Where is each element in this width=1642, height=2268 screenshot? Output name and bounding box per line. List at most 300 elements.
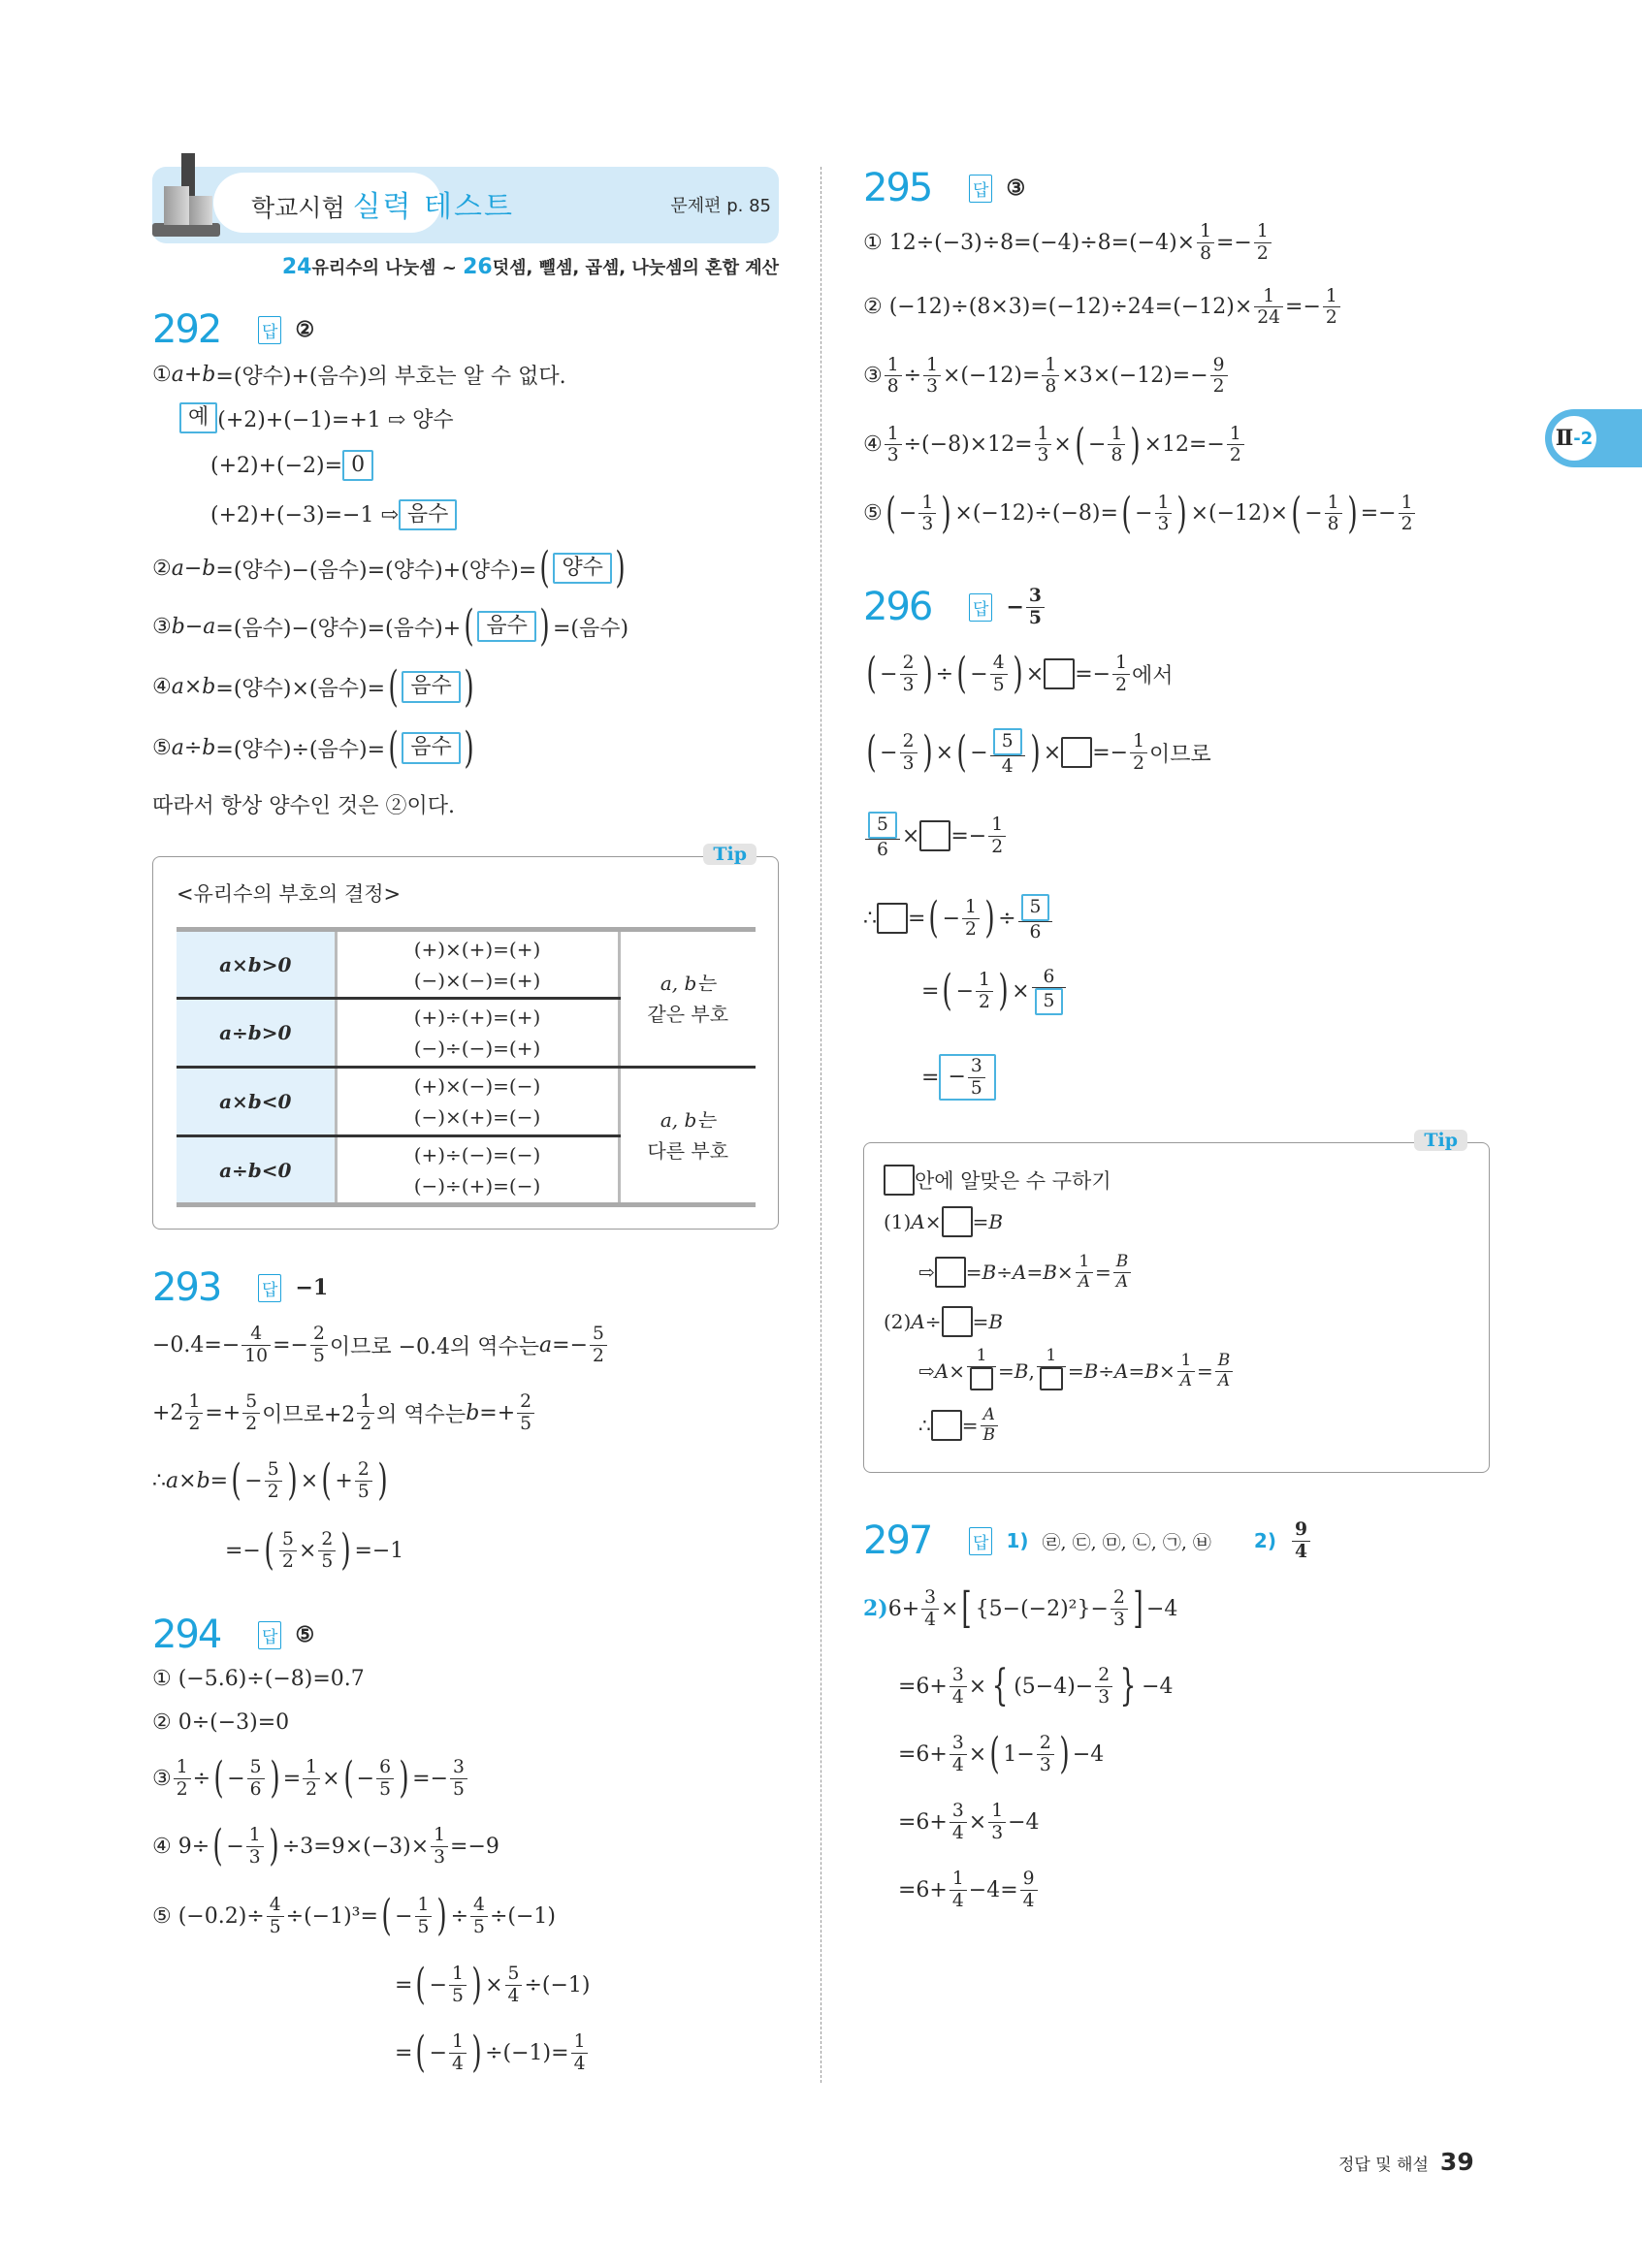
math-text: ×12=−: [1143, 432, 1225, 457]
math-text: 2: [1133, 752, 1144, 774]
variable: B: [1144, 1359, 1159, 1383]
denominator: [415, 1917, 433, 1938]
numerator: [1032, 967, 1067, 989]
denominator: [1095, 1687, 1112, 1709]
denominator: [355, 1482, 372, 1503]
math-text: −0.4=−: [152, 1332, 241, 1358]
answer-box: [402, 671, 461, 703]
rule-cell: [336, 1136, 619, 1205]
math-text: 5: [1001, 730, 1014, 751]
math-text: 1: [1263, 285, 1275, 306]
denominator: [449, 1986, 467, 2007]
big-bracket: (: [1075, 419, 1085, 469]
math-text: 5: [1043, 991, 1055, 1012]
tip-line: [884, 1201, 1235, 1242]
numerator: [505, 1964, 523, 1986]
fraction: [1020, 1869, 1038, 1911]
math-text: 5: [452, 1985, 464, 2006]
answer-badge: 답: [969, 175, 992, 203]
math-text: 5: [1029, 896, 1042, 917]
denominator: [1042, 376, 1059, 398]
math-text: ② 0÷(−3)=0: [152, 1709, 290, 1735]
math-text: −: [395, 1903, 413, 1929]
denominator: [918, 514, 936, 535]
math-text: =: [282, 1766, 302, 1791]
solution-line: [152, 441, 783, 490]
numerator: [470, 1895, 488, 1917]
math-text: −: [955, 978, 975, 1004]
math-text: −4: [1072, 1741, 1105, 1767]
math-text: ÷(−8)×12=: [903, 432, 1033, 457]
numerator: [921, 1587, 939, 1610]
math-text: −: [898, 501, 918, 526]
answer-value: −1: [295, 1275, 329, 1300]
numerator: [449, 1964, 467, 1986]
math-text: =+: [205, 1400, 241, 1425]
banner-title-prefix: 학교시험: [251, 194, 353, 222]
math-text: 3: [1157, 514, 1170, 534]
math-text: 에서: [1131, 663, 1174, 688]
math-text: −: [184, 614, 204, 639]
answer-box: [1021, 894, 1050, 921]
denominator: [1254, 243, 1272, 265]
fraction: [267, 1895, 284, 1937]
math-text: 1: [991, 815, 1004, 835]
condition-cell: a×b<0: [177, 1068, 336, 1136]
math-text: 2: [245, 1413, 258, 1434]
math-text: 3: [886, 445, 899, 465]
math-text: 4: [269, 1895, 281, 1915]
tip-label: Tip: [1414, 1130, 1467, 1151]
numerator: [1227, 424, 1244, 446]
denominator: [247, 1779, 265, 1801]
math-text: 6+: [887, 1596, 920, 1621]
fraction: [505, 1964, 523, 2006]
numerator: [267, 1895, 284, 1917]
note-cell: [619, 930, 756, 1068]
solution-line: [152, 1312, 783, 1378]
denominator: [1111, 1610, 1128, 1631]
math-text: ÷(−1)³=: [285, 1903, 378, 1929]
math-text: ×: [968, 1674, 987, 1699]
math-text: =: [1067, 1359, 1084, 1383]
math-text: 1: [976, 1345, 987, 1365]
math-text: 2: [1039, 1733, 1051, 1753]
math-text: ,: [1028, 1359, 1035, 1383]
math-text: 4: [1294, 1540, 1307, 1562]
solution-line: [863, 1788, 1494, 1856]
answer-badge: 답: [258, 1274, 281, 1302]
numerator: [1155, 493, 1173, 515]
numerator: [885, 355, 902, 377]
math-text: ×: [1043, 740, 1062, 765]
note: a, b는: [660, 1108, 716, 1132]
numerator: [865, 812, 900, 840]
solution-line: [863, 631, 1494, 717]
solution-line: [152, 1950, 783, 2020]
variable: a: [539, 1332, 553, 1358]
math-text: +: [183, 362, 203, 387]
problem-number: 294: [152, 1613, 221, 1657]
math-text: =−: [412, 1766, 449, 1791]
fraction: [988, 1801, 1006, 1843]
big-bracket: ): [287, 1455, 298, 1505]
blank-box: [1040, 1367, 1063, 1390]
big-bracket: ): [921, 649, 933, 698]
denominator: [885, 445, 902, 466]
math-text: ÷: [935, 661, 954, 687]
numerator: [1020, 1869, 1038, 1891]
fraction: [1254, 221, 1272, 264]
math-text: 4: [250, 1324, 263, 1344]
math-text: −: [356, 1766, 375, 1791]
solution-line: [152, 1882, 783, 1950]
math-text: 4: [452, 2053, 464, 2074]
fraction: [885, 355, 902, 398]
math-text: ④: [152, 675, 172, 699]
fraction: [921, 1587, 939, 1630]
math-text: 3: [924, 1587, 937, 1608]
fraction: [242, 1391, 260, 1434]
big-bracket: ): [539, 601, 550, 651]
tip-line: [884, 1242, 1235, 1302]
big-bracket: ): [921, 727, 933, 777]
denominator: [900, 675, 918, 696]
denominator: [303, 1779, 320, 1801]
variable: b: [202, 556, 216, 581]
denominator: [1177, 1372, 1195, 1391]
fraction: [303, 1757, 320, 1800]
note: 같은 부호: [647, 1003, 729, 1026]
math-text: 2: [282, 1550, 294, 1572]
math-text: −: [227, 1766, 245, 1791]
rule: (+)÷(+)=(+): [413, 1006, 541, 1029]
variable: b: [196, 1468, 210, 1493]
math-text: =(음수)−(양수)=(음수)+: [215, 616, 462, 641]
solution-line: [863, 1652, 1494, 1720]
big-bracket: }: [1119, 1661, 1137, 1710]
numerator: [1037, 1733, 1054, 1755]
solution-line: [863, 479, 1494, 548]
big-bracket: (: [539, 543, 550, 592]
variable: a: [171, 675, 184, 699]
variable: A: [911, 1310, 925, 1333]
math-text: 1: [1325, 285, 1337, 306]
solution-line: [863, 272, 1494, 341]
math-text: 5: [520, 1413, 532, 1434]
fraction: [1399, 493, 1416, 535]
big-bracket: {: [991, 1661, 1009, 1710]
math-text: 3: [921, 514, 934, 534]
big-bracket: (: [231, 1455, 241, 1505]
numerator: [265, 1459, 282, 1482]
math-text: ×: [178, 1468, 197, 1493]
variable: B: [988, 1210, 1004, 1233]
blank-box: [884, 1165, 915, 1196]
blank-box: [1061, 737, 1092, 768]
math-text: ③: [152, 614, 172, 639]
math-text: ÷: [924, 1310, 942, 1333]
math-text: 5: [473, 1916, 485, 1937]
math-text: ÷: [996, 1261, 1013, 1284]
math-text: (+2)+(−2)=: [210, 453, 343, 478]
math-text: 3: [951, 1665, 964, 1685]
subtitle-text-2: 덧셈, 뺄셈, 곱셈, 나눗셈의 혼합 계산: [492, 258, 779, 278]
numerator: [415, 1895, 433, 1917]
blank-box: [931, 1410, 962, 1441]
banner-title-highlight: 실력 테스트: [352, 190, 514, 224]
answer-value: ②: [295, 317, 315, 342]
numerator: [1254, 286, 1283, 308]
denominator: [1076, 1273, 1093, 1293]
big-bracket: ): [1176, 488, 1188, 538]
math-text: =: [1128, 1359, 1145, 1383]
variable: a: [171, 362, 184, 387]
condition-cell: a÷b>0: [177, 999, 336, 1068]
fraction: [376, 1757, 394, 1800]
variable: B: [982, 1261, 997, 1284]
denominator: [968, 1078, 985, 1100]
math-text: 1: [1079, 1251, 1090, 1271]
numerator: [357, 1391, 374, 1414]
answer-badge: 답: [969, 1527, 992, 1555]
denominator: [1027, 922, 1045, 943]
denominator: [950, 1823, 967, 1844]
math-text: 1: [979, 970, 990, 990]
numerator: [247, 1757, 265, 1779]
tip-box-sign-rules: [152, 844, 779, 1230]
math-text: 5: [357, 1481, 370, 1502]
variable: A: [911, 1210, 925, 1233]
answer-badge: 답: [258, 316, 281, 344]
math-text: 1: [417, 1895, 430, 1915]
problem-header: [863, 164, 1494, 212]
solution-line: [863, 1029, 1494, 1126]
fraction: [990, 728, 1025, 778]
solution-line: [152, 1698, 783, 1746]
math-text: +: [335, 1468, 353, 1493]
math-text: 6: [249, 1778, 262, 1800]
big-bracket: (: [866, 649, 877, 698]
math-text: 2: [1115, 674, 1127, 695]
rule: (−)×(−)=(+): [413, 968, 541, 992]
math-text: =: [1197, 1359, 1213, 1383]
chapter-tab[interactable]: [1545, 409, 1642, 467]
math-text: −: [970, 740, 988, 765]
numerator: [990, 653, 1008, 675]
numerator: [241, 1324, 271, 1346]
math-text: 1: [573, 2031, 586, 2052]
fraction: [900, 731, 918, 774]
math-text: =: [209, 1468, 229, 1493]
math-text: +2: [152, 1400, 184, 1425]
big-bracket: ): [269, 1821, 279, 1870]
math-text: (+2)+(−3)=−1 ⇨: [210, 502, 399, 527]
denominator: [1113, 1273, 1131, 1293]
math-text: =−: [1216, 230, 1252, 255]
math-text: 3: [991, 1822, 1004, 1843]
math-text: =−: [1285, 295, 1321, 319]
big-bracket: (: [388, 661, 399, 712]
math-text: 2: [357, 1459, 370, 1480]
fraction: [1076, 1253, 1093, 1292]
answer-box: [553, 553, 612, 585]
math-text: ×(−12)×: [1190, 501, 1289, 526]
solution-line: [863, 883, 1494, 953]
answer-box: [342, 450, 373, 482]
numerator: [242, 1391, 260, 1414]
math-text: 음수: [486, 613, 528, 638]
math-text: 1: [434, 1825, 446, 1845]
math-text: ∴: [918, 1414, 931, 1437]
big-bracket: (: [942, 966, 953, 1015]
math-text: −: [429, 1972, 448, 1997]
big-bracket: (: [342, 1753, 354, 1803]
math-text: ∴: [152, 1468, 166, 1493]
tip-label: Tip: [703, 844, 757, 865]
answer-box: [868, 812, 897, 839]
math-text: 1: [452, 2031, 464, 2052]
math-text: 24: [1257, 307, 1281, 328]
answer-box: [399, 499, 458, 531]
fraction: [900, 653, 918, 695]
fraction: [1227, 424, 1244, 466]
big-bracket: ): [1346, 488, 1358, 538]
math-text: 5: [321, 1550, 334, 1572]
solution-line: [152, 1448, 783, 1514]
math-text: =(양수)+(음수)의 부호는 알 수 없다.: [215, 364, 566, 389]
math-text: 6: [1029, 921, 1042, 942]
math-text: 2: [267, 1481, 279, 1502]
big-bracket: ): [1013, 649, 1023, 698]
math-text: 3: [1098, 1686, 1111, 1708]
math-text: 5: [453, 1778, 465, 1800]
math-text: 3: [453, 1757, 465, 1777]
math-text: =+: [479, 1400, 516, 1425]
math-text: ×: [1158, 1359, 1175, 1383]
variable: a: [203, 614, 216, 639]
math-text: 10: [244, 1345, 269, 1366]
rule: (+)×(+)=(+): [413, 937, 541, 961]
math-text: 1: [951, 1869, 964, 1889]
variable: a: [171, 556, 184, 581]
math-text: =: [921, 978, 940, 1004]
numerator: [950, 1733, 967, 1755]
denominator: [318, 1551, 336, 1573]
numerator: [450, 1757, 467, 1779]
math-text: 5: [593, 1324, 604, 1344]
solution-line: [863, 953, 1494, 1029]
math-text: ⑤ (−0.2)÷: [152, 1903, 265, 1929]
variable: A: [1179, 1370, 1193, 1390]
fraction: [470, 1895, 488, 1937]
math-text: −: [880, 740, 898, 765]
math-text: 8: [1200, 242, 1211, 264]
math-text: 2: [979, 991, 990, 1012]
solution-line: [152, 718, 783, 779]
blank-box: [942, 1306, 973, 1337]
math-text: =: [972, 1210, 989, 1233]
math-text: 3: [434, 1846, 446, 1868]
math-text: 3: [951, 1801, 964, 1821]
math-text: ②: [152, 556, 172, 581]
blank-box: [877, 903, 908, 934]
fraction: [1155, 493, 1173, 535]
numerator: [449, 2031, 467, 2054]
denominator: [981, 1426, 999, 1446]
math-text: 5: [417, 1916, 430, 1937]
math-text: =6+: [898, 1741, 948, 1767]
denominator: [1155, 514, 1173, 535]
big-bracket: ]: [1133, 1583, 1143, 1633]
fraction: [415, 1895, 433, 1937]
math-text: 1: [921, 492, 934, 513]
numerator: [355, 1459, 372, 1482]
denominator: [241, 1346, 271, 1367]
numerator: [1111, 1587, 1128, 1610]
math-text: ×: [1012, 978, 1030, 1004]
math-text: 1: [1401, 492, 1413, 513]
numerator: [950, 1665, 967, 1687]
numerator: [1197, 221, 1214, 243]
math-text: 1: [1256, 221, 1269, 241]
numerator: [988, 1801, 1006, 1823]
math-text: ⇨: [918, 1261, 935, 1284]
numerator: [900, 653, 918, 675]
solution-line: [152, 1514, 783, 1587]
math-text: =−: [225, 1538, 261, 1563]
math-text: (1): [884, 1210, 912, 1233]
math-text: −: [244, 1468, 263, 1493]
math-text: −4: [1142, 1674, 1174, 1699]
numerator: [976, 970, 993, 992]
blank-box: [942, 1206, 973, 1237]
math-text: 1: [965, 897, 977, 917]
math-text: −: [1088, 432, 1107, 457]
variable: A: [982, 1404, 995, 1424]
numerator: [303, 1757, 320, 1779]
big-bracket: (: [264, 1525, 274, 1575]
numerator: [1026, 586, 1045, 608]
fraction: [950, 1869, 967, 1911]
math-text: −: [1304, 501, 1323, 526]
numerator: [885, 424, 902, 446]
big-bracket: (: [956, 649, 967, 698]
math-text: 1: [1133, 731, 1144, 751]
math-text: ×: [968, 1741, 987, 1767]
fraction: [1177, 1352, 1195, 1390]
big-bracket: (: [1291, 488, 1302, 538]
math-text: 2: [902, 731, 915, 751]
denominator: [357, 1414, 374, 1435]
banner-title: [251, 182, 514, 225]
fraction: [450, 1757, 467, 1800]
big-bracket: (: [381, 1891, 392, 1940]
denominator: [976, 992, 993, 1013]
denominator: [590, 1346, 607, 1367]
condition-cell: a×b>0: [177, 930, 336, 999]
rule: (−)×(+)=(−): [413, 1105, 541, 1129]
math-text: ×(−12)÷(−8)=: [954, 501, 1118, 526]
big-bracket: ): [464, 661, 474, 712]
fraction: [590, 1324, 607, 1366]
math-text: 2: [312, 1324, 325, 1344]
math-text: 1: [926, 354, 938, 375]
math-text: =−: [1075, 661, 1111, 687]
math-text: 5: [282, 1529, 294, 1549]
math-text: ×: [300, 1468, 319, 1493]
big-bracket: (: [866, 727, 877, 777]
